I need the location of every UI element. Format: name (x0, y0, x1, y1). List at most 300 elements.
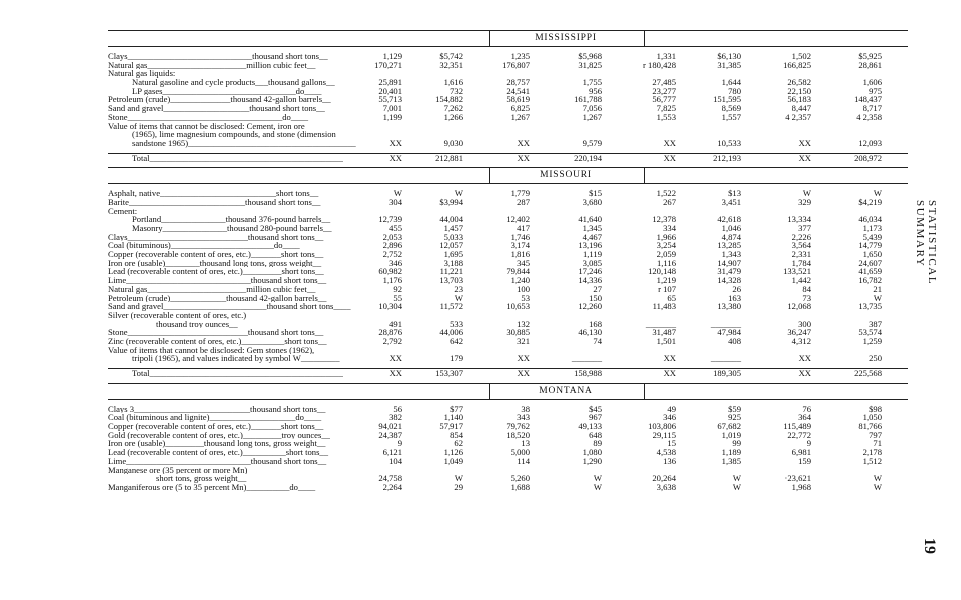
cell-value: 3,451 (721, 196, 741, 207)
row-label: Natural gas liquids: (108, 69, 176, 79)
cell-value: 1,267 (582, 111, 602, 122)
row-label: Copper (recoverable content of ores, etc.)_______short tons__ (108, 250, 324, 259)
cell-value: 1,290 (582, 455, 602, 466)
cell-value: 42,618 (717, 214, 741, 225)
cell-value: 12,378 (652, 214, 676, 225)
row-label: Clays_____________________________thousand short tons__ (108, 52, 328, 61)
cell-value: 267 (663, 196, 676, 207)
row-label: Lime_____________________________thousand short tons__ (108, 276, 327, 285)
table-row (108, 439, 908, 448)
cell-value: 20,264 (652, 473, 676, 484)
cell-value: 29 (454, 481, 463, 492)
cell-value: 168 (589, 318, 602, 329)
cell-value: 2,752 (382, 249, 402, 260)
cell-value: 4,874 (721, 231, 741, 242)
cell-value: 71 (873, 438, 882, 449)
cell-value: 133,521 (783, 266, 811, 277)
cell-value: 1,512 (862, 455, 882, 466)
cell-value: 26 (732, 283, 741, 294)
cell-value: 780 (728, 85, 741, 96)
cell-value: 287 (517, 196, 530, 207)
cell-value: 11,221 (439, 266, 463, 277)
cell-value: XX (389, 137, 402, 148)
table-row (108, 448, 908, 457)
cell-value: 14,328 (717, 275, 741, 286)
cell-value: 377 (798, 223, 811, 233)
row-label: Copper (recoverable content of ores, etc.)_______short tons__ (108, 422, 324, 431)
cell-value: 1,966 (656, 231, 676, 242)
cell-value: 4,467 (582, 231, 602, 242)
cell-value: 1,616 (443, 77, 463, 88)
cell-value: 9 (806, 438, 811, 449)
cell-value: 9,030 (443, 137, 463, 148)
row-label: (1965), lime magnesium compounds, and stone (dimension (132, 130, 336, 139)
cell-value: 925 (728, 412, 741, 423)
row-label: Petroleum (crude)______________thousand 42-gallon barrels__ (108, 95, 331, 105)
row-label: Manganese ore (35 percent or more Mn) (108, 465, 248, 475)
cell-value: 1,522 (656, 188, 676, 199)
cell-value: 74 (593, 335, 602, 346)
cell-value: 1,650 (862, 249, 882, 260)
row-label: Silver (recoverable content of ores, etc.) (108, 310, 247, 320)
cell-value: 1,784 (791, 257, 811, 268)
cell-value: 5,033 (443, 231, 463, 242)
row-label: tripoli (1965), and values indicated by symbol W_________ (132, 354, 340, 364)
cell-value: 1,240 (510, 275, 530, 286)
cell-value: 220,194 (574, 152, 602, 163)
row-label: Value of items that cannot be disclosed: Gem stones (1962), (108, 345, 315, 355)
cell-value: $77 (450, 403, 463, 414)
row-label: Manganiferous ore (5 to 35 percent Mn)__________do____ (108, 482, 316, 492)
cell-value: 26,582 (787, 77, 811, 88)
cell-value: 46,130 (578, 327, 602, 338)
cell-value: 24,541 (506, 85, 530, 96)
row-label: Total_____________________________________________ (132, 369, 343, 378)
cell-value: 1,046 (721, 223, 741, 233)
row-label: Asphalt, native___________________________short tons__ (108, 189, 319, 198)
cell-value: 163 (728, 292, 741, 303)
cell-value: W (802, 188, 811, 199)
row-label: Coal (bituminous)________________________do____ (108, 241, 300, 251)
cell-value: 14,336 (578, 275, 602, 286)
cell-value: 23,277 (652, 85, 676, 96)
table-row (108, 267, 908, 276)
cell-value: 345 (517, 257, 530, 268)
cell-value: $5,742 (439, 51, 463, 61)
cell-value: 12,093 (858, 137, 882, 148)
cell-value: 212,193 (713, 152, 741, 163)
cell-value: 28,757 (506, 77, 530, 88)
cell-value: 648 (589, 429, 602, 440)
cell-value: 49,133 (578, 421, 602, 432)
cell-value: 176,807 (502, 59, 530, 70)
cell-value: 22,772 (787, 429, 811, 440)
cell-value: 24,607 (858, 257, 882, 268)
row-label: sandstone 1965)_______________________________________ (132, 138, 356, 148)
cell-value: 24,758 (378, 473, 402, 484)
cell-value: 642 (450, 335, 463, 346)
table-row (108, 276, 908, 285)
cell-value: XX (389, 152, 402, 163)
cell-value: 38 (521, 403, 530, 414)
cell-value: 1,501 (656, 335, 676, 346)
cell-value: 13 (521, 438, 530, 449)
cell-value: 115,489 (783, 421, 811, 432)
row-label: Total_____________________________________________ (132, 153, 343, 163)
cell-value: 65 (667, 292, 676, 303)
cell-value: 2,264 (382, 481, 402, 492)
row-label: short tons, gross weight__ (156, 474, 247, 483)
cell-value: 1,189 (721, 447, 741, 458)
table-row (108, 61, 908, 70)
cell-value: 53 (521, 292, 530, 303)
cell-value: 732 (450, 85, 463, 96)
cell-value: 2,792 (382, 335, 402, 346)
cell-value: W (873, 473, 882, 484)
cell-value: 7,056 (582, 103, 602, 114)
cell-value: 46,034 (858, 214, 882, 225)
cell-value: XX (663, 152, 676, 163)
cell-value: 5,000 (510, 447, 530, 458)
cell-value: 189,305 (713, 368, 741, 378)
cell-value: 208,972 (854, 152, 882, 163)
cell-value: 12,402 (506, 214, 530, 225)
table-row (108, 285, 908, 294)
cell-value: $13 (728, 188, 741, 199)
cell-value: 148,437 (854, 94, 882, 105)
row-label: Cement: (108, 206, 138, 216)
cell-value: 5,439 (862, 231, 882, 242)
cell-value: XX (517, 152, 530, 163)
cell-value: 7,262 (443, 103, 463, 114)
cell-value: 31,479 (717, 266, 741, 277)
cell-value: 2,059 (656, 249, 676, 260)
cell-value: XX (663, 368, 676, 378)
cell-value: XX (517, 368, 530, 378)
cell-value: 9,579 (582, 137, 602, 148)
cell-value: 62 (454, 438, 463, 449)
cell-value: 956 (589, 85, 602, 96)
cell-value: 1,267 (510, 111, 530, 122)
cell-value: 6,825 (510, 103, 530, 114)
cell-value: 8,569 (721, 103, 741, 114)
cell-value: 5,260 (510, 473, 530, 484)
cell-value: 81,766 (858, 421, 882, 432)
cell-value: 166,825 (783, 59, 811, 70)
cell-value: 2,053 (382, 231, 402, 242)
cell-value: W (454, 473, 463, 484)
cell-value: 179 (450, 353, 463, 364)
cell-value: 1,688 (510, 481, 530, 492)
cell-value: 8,717 (862, 103, 882, 114)
table-row (108, 95, 908, 104)
cell-value: 8,447 (791, 103, 811, 114)
total-row (108, 368, 908, 378)
cell-value: 7,001 (382, 103, 402, 114)
row-label: Natural gas_______________________million cubic feet__ (108, 284, 316, 294)
row-label: Clays____________________________thousand short tons__ (108, 232, 324, 242)
cell-value: 1,235 (510, 51, 530, 61)
row-label: Natural gasoline and cycle products___thousand gallons__ (132, 78, 335, 87)
cell-value: 3,174 (510, 240, 530, 251)
cell-value: $5,925 (858, 51, 882, 61)
cell-value: 56 (393, 403, 402, 414)
cell-value: 153,307 (435, 368, 463, 378)
cell-value: 27,485 (652, 77, 676, 88)
cell-value: W (393, 188, 402, 199)
cell-value: 41,659 (858, 266, 882, 277)
cell-value: 114 (517, 455, 530, 466)
cell-value: 854 (450, 429, 463, 440)
table-row (108, 122, 908, 131)
cell-value: 250 (869, 353, 882, 364)
row-label: Stone____________________________thousand short tons__ (108, 328, 324, 337)
cell-value: 44,004 (439, 214, 463, 225)
cell-value: 12,739 (378, 214, 402, 225)
cell-value: 300 (798, 318, 811, 329)
side-title: STATISTICAL SUMMARY (914, 200, 938, 285)
cell-value: 11,483 (652, 301, 676, 312)
table-row (108, 139, 908, 148)
cell-value: 1,968 (791, 481, 811, 492)
cell-value: 36,247 (787, 327, 811, 338)
cell-value: 14,779 (858, 240, 882, 251)
cell-value: $6,130 (717, 51, 741, 61)
cell-value: 16,782 (858, 275, 882, 286)
row-label: Sand and gravel________________________thousand short tons____ (108, 302, 351, 311)
cell-value: 13,703 (439, 275, 463, 286)
table-row (108, 405, 908, 414)
cell-value: 1,219 (656, 275, 676, 286)
cell-value: W (732, 481, 741, 492)
cell-value: 31,487 (652, 327, 676, 338)
cell-value: 12,260 (578, 301, 602, 312)
cell-value: 17,246 (578, 266, 602, 277)
cell-value: 1,019 (721, 429, 741, 440)
cell-value: 20,401 (378, 85, 402, 96)
cell-value: 53,574 (858, 327, 882, 338)
cell-value: 22,150 (787, 85, 811, 96)
cell-value: 23 (454, 283, 463, 294)
cell-value: 10,653 (506, 301, 530, 312)
cell-value: 13,334 (787, 214, 811, 225)
cell-value: 3,254 (656, 240, 676, 251)
cell-value: 1,385 (721, 455, 741, 466)
cell-value: 55 (393, 292, 402, 303)
cell-value: 797 (869, 429, 882, 440)
cell-value: 99 (732, 438, 741, 449)
table-row (108, 224, 908, 233)
cell-value: 2,226 (791, 231, 811, 242)
cell-value: 329 (798, 196, 811, 207)
row-label: Iron ore (usable)_________thousand long tons, gross weight__ (108, 439, 326, 449)
cell-value: 1,345 (582, 223, 602, 233)
cell-value: XX (798, 353, 811, 364)
cell-value: $45 (589, 403, 602, 414)
cell-value: 31,825 (578, 59, 602, 70)
cell-value: 1,343 (721, 249, 741, 260)
cell-value: W (593, 481, 602, 492)
cell-value: 334 (663, 223, 676, 233)
cell-value: 49 (667, 403, 676, 414)
cell-value: W (873, 188, 882, 199)
cell-value: 25,891 (378, 77, 402, 88)
cell-value: 103,806 (648, 421, 676, 432)
state-header (108, 167, 908, 184)
cell-value: W (873, 481, 882, 492)
state-name: MISSOURI (540, 170, 592, 181)
cell-value: 32,351 (439, 59, 463, 70)
cell-value: 13,380 (717, 301, 741, 312)
cell-value: 387 (869, 318, 882, 329)
cell-value: 29,115 (652, 429, 676, 440)
row-label: Stone____________________________________do____ (108, 112, 309, 122)
cell-value: XX (798, 368, 811, 378)
cell-value: 417 (517, 223, 530, 233)
cell-value: 3,680 (582, 196, 602, 207)
cell-value: 14,907 (717, 257, 741, 268)
cell-value: 1,199 (382, 111, 402, 122)
cell-value: 56,777 (652, 94, 676, 105)
cell-value: 3,188 (443, 257, 463, 268)
state-header (108, 30, 908, 47)
cell-value: 158,988 (574, 368, 602, 378)
total-row (108, 153, 908, 163)
cell-value: 967 (589, 412, 602, 423)
row-label: Value of items that cannot be disclosed: Cement, iron ore (108, 121, 305, 131)
table-row (108, 189, 908, 198)
cell-value: $5,968 (578, 51, 602, 61)
cell-value: 100 (517, 283, 530, 294)
cell-value: 2,896 (382, 240, 402, 251)
table-row (108, 113, 908, 122)
cell-value: 1,050 (862, 412, 882, 423)
cell-value: $15 (589, 188, 602, 199)
cell-value: 13,285 (717, 240, 741, 251)
cell-value: 491 (389, 318, 402, 329)
cell-value: 58,619 (506, 94, 530, 105)
cell-value: 1,049 (443, 455, 463, 466)
cell-value: XX (389, 368, 402, 378)
table-row (108, 354, 908, 363)
cell-value: 3,564 (791, 240, 811, 251)
cell-value: 13,735 (858, 301, 882, 312)
state-name: MONTANA (539, 385, 593, 396)
cell-value: 60,982 (378, 266, 402, 277)
cell-value: 120,148 (648, 266, 676, 277)
cell-value: $3,994 (439, 196, 463, 207)
cell-value: 10,533 (717, 137, 741, 148)
cell-value: 4,538 (656, 447, 676, 458)
cell-value: XX (663, 353, 676, 364)
cell-value: XX (389, 353, 402, 364)
table-row (108, 250, 908, 259)
cell-value: 1,119 (582, 249, 602, 260)
cell-value: 1,816 (510, 249, 530, 260)
cell-value: 73 (802, 292, 811, 303)
cell-value: 9 (397, 438, 402, 449)
cell-value: 76 (802, 403, 811, 414)
cell-value: 6,121 (382, 447, 402, 458)
cell-value: _______ (645, 318, 676, 329)
cell-value: 12,057 (439, 240, 463, 251)
cell-value: 13,196 (578, 240, 602, 251)
table-row (108, 233, 908, 242)
cell-value: 1,080 (582, 447, 602, 458)
cell-value: 55,713 (378, 94, 402, 105)
cell-value: 4 2,357 (785, 111, 811, 122)
cell-value: 27 (593, 283, 602, 294)
cell-value: 1,176 (382, 275, 402, 286)
cell-value: 136 (663, 455, 676, 466)
cell-value: XX (517, 353, 530, 364)
cell-value: W (732, 473, 741, 484)
cell-value: $59 (728, 403, 741, 414)
cell-value: 12,068 (787, 301, 811, 312)
row-label: Gold (recoverable content of ores, etc.)_________troy ounces__ (108, 430, 330, 440)
row-label: Clays 3___________________________thousand short tons__ (108, 404, 326, 414)
row-label: Natural gas_______________________million cubic feet__ (108, 60, 316, 70)
row-label: LP gases_______________________________do____ (132, 86, 322, 96)
cell-value: 225,568 (854, 368, 882, 378)
cell-value: 2,331 (791, 249, 811, 260)
row-label: Iron ore (usable)________thousand long tons, gross weight__ (108, 258, 322, 268)
cell-value: 1,331 (656, 51, 676, 61)
cell-value: 30,885 (506, 327, 530, 338)
cell-value: 1,259 (862, 335, 882, 346)
table-row (108, 457, 908, 466)
cell-value: 975 (869, 85, 882, 96)
cell-value: 1,557 (721, 111, 741, 122)
cell-value: 161,788 (574, 94, 602, 105)
table-row (108, 474, 908, 483)
cell-value: 21 (873, 283, 882, 294)
cell-value: 94,021 (378, 421, 402, 432)
cell-value: 4,312 (791, 335, 811, 346)
cell-value: r 107 (658, 283, 676, 294)
cell-value: 1,126 (443, 447, 463, 458)
row-label: Lead (recoverable content of ores, etc.)_________short tons__ (108, 267, 324, 277)
cell-value: 57,917 (439, 421, 463, 432)
table-row (108, 337, 908, 346)
cell-value: 1,755 (582, 77, 602, 88)
row-label: Masonry_______________thousand 280-pound barrels__ (132, 224, 332, 233)
cell-value: XX (517, 137, 530, 148)
table-row (108, 241, 908, 250)
cell-value: 1,173 (862, 223, 882, 233)
cell-value: 3,638 (656, 481, 676, 492)
cell-value: 6,981 (791, 447, 811, 458)
cell-value: $98 (869, 403, 882, 414)
cell-value: W (873, 292, 882, 303)
row-label: Lead (recoverable content of ores, etc.)__________short tons__ (108, 448, 329, 457)
cell-value: 1,116 (656, 257, 676, 268)
cell-value: 343 (517, 412, 530, 423)
table-row (108, 431, 908, 440)
table-row (108, 483, 908, 492)
cell-value: 1,695 (443, 249, 463, 260)
cell-value: XX (798, 152, 811, 163)
cell-value: 56,183 (787, 94, 811, 105)
cell-value: 1,779 (510, 188, 530, 199)
cell-value: 3,085 (582, 257, 602, 268)
state-header (108, 383, 908, 400)
cell-value: 408 (728, 335, 741, 346)
cell-value: _______ (710, 318, 741, 329)
row-label: thousand troy ounces__ (156, 319, 238, 329)
cell-value: _______ (710, 353, 741, 364)
cell-value: 18,520 (506, 429, 530, 440)
